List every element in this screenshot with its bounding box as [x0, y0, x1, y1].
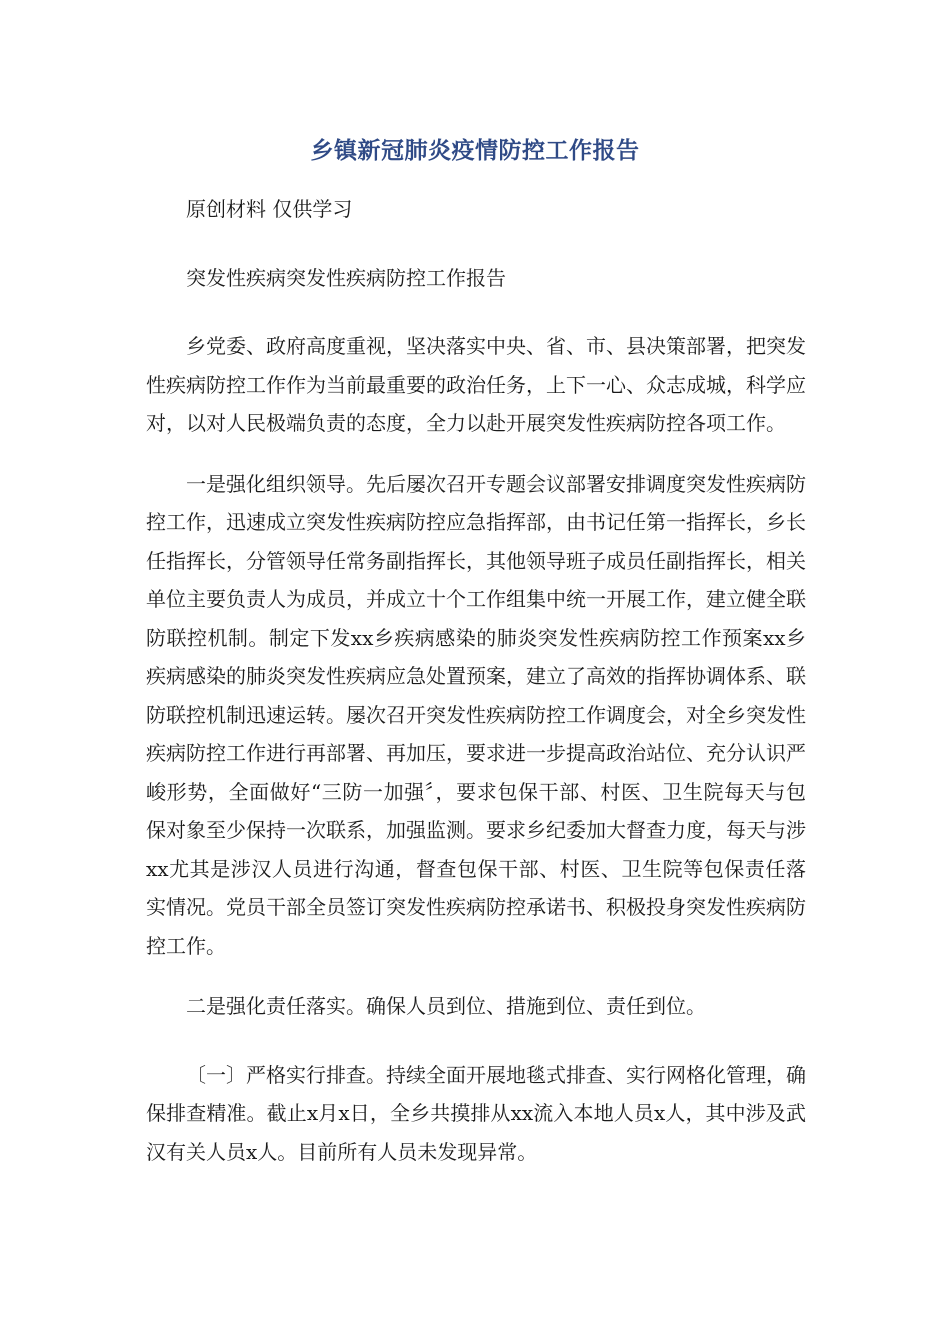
paragraph-screening: 〔一〕严格实行排查。持续全面开展地毯式排查、实行网格化管理，确保排查精准。截止x月x日，全乡共摸排从xx流入本地人员x人，其中涉及武汉有关人员x人。目前所有人员未发现异常。: [146, 1062, 806, 1164]
document-title: 乡镇新冠肺炎疫情防控工作报告: [310, 138, 640, 164]
paragraph-organization: 一是强化组织领导。先后屡次召开专题会议部署安排调度突发性疾病防控工作，迅速成立突发性疾病防控应急指挥部，由书记任第一指挥长，乡长任指挥长，分管领导任常务副指挥长，其他领导班子成员任副指挥长，相关单位主要负责人为成员，并成立十个工作组集中统一开展工作，建立健全联防联控机制。制定下发xx乡疾病感染的肺炎突发性疾病防控工作预案xx乡疾病感染的肺炎突发性疾病应急处置预案，建立了高效的指挥协调体系、联防联控机制迅速运转。屡次召开突发性疾病防控工作调度会，对全乡突发性疾病防控工作进行再部署、再加压，要求进一步提高政治站位、充分认识严峻形势，全面做好“三防一加强〞，要求包保干部、村医、卫生院每天与包保对象至少保持一次联系，加强监测。要求乡纪委加大督查力度，每天与涉xx尤其是涉汉人员进行沟通，督查包保干部、村医、卫生院等包保责任落实情况。党员干部全员签订突发性疾病防控承诺书、积极投身突发性疾病防控工作。: [146, 471, 806, 958]
paragraph-responsibility: 二是强化责任落实。确保人员到位、措施到位、责任到位。: [186, 994, 706, 1018]
document-body: [146, 190, 806, 1193]
paragraph-source-note: 原创材料 仅供学习: [186, 197, 353, 221]
paragraph-subtitle: 突发性疾病突发性疾病防控工作报告: [186, 265, 506, 290]
paragraph-intro: 乡党委、政府高度重视，坚决落实中央、省、市、县决策部署，把突发性疾病防控工作作为当前最重要的政治任务，上下一心、众志成城，科学应对，以对人民极端负责的态度，全力以赴开展突发性疾病防控各项工作。: [146, 334, 806, 435]
